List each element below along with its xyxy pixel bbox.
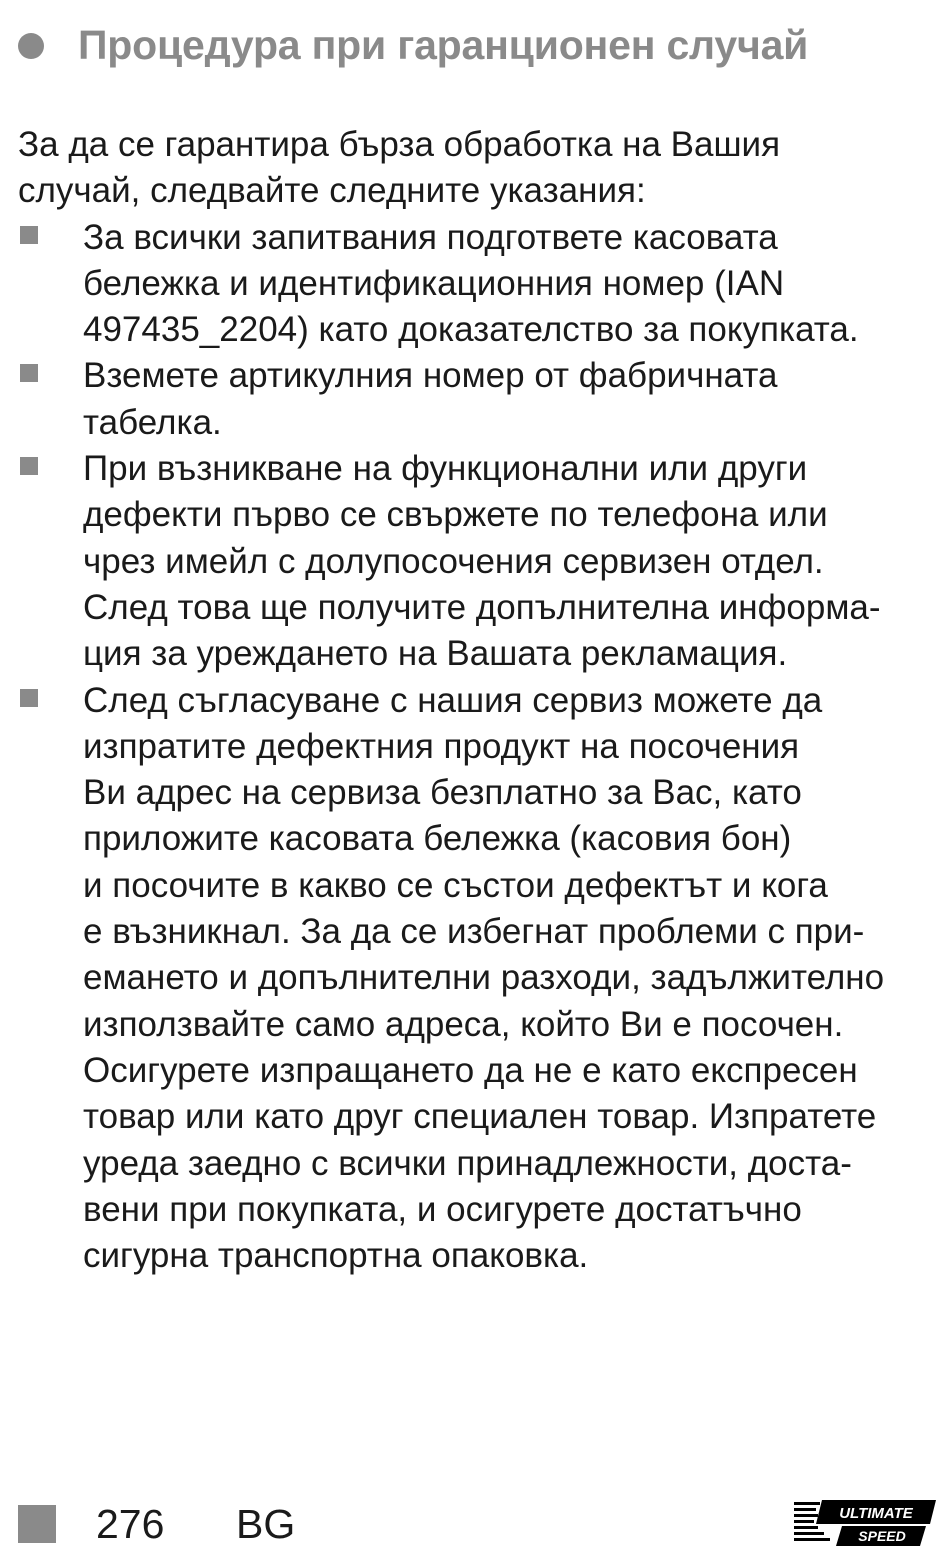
list-item-line: товар или като друг специален товар. Изпратете — [83, 1097, 877, 1137]
list-item-line: бележка и идентификационния номер (IAN — [83, 263, 785, 303]
instruction-list — [18, 215, 938, 1280]
list-item-line: След това ще получите допълнителна информа- — [83, 587, 881, 627]
list-item-line: дефекти първо се свържете по телефона или — [83, 495, 828, 535]
language-code: BG — [236, 1501, 296, 1547]
intro-line: За да се гарантира бърза обработка на Вашия — [18, 125, 781, 164]
list-item-line: ция за уреждането на Вашата рекламация. — [83, 634, 788, 674]
logo-text-bottom: SPEED — [858, 1528, 906, 1544]
heading-bullet-dot — [18, 33, 44, 59]
section-title: Процедура при гаранционен случай — [78, 22, 809, 68]
list-item-line: Ви адрес на сервиза безплатно за Вас, като — [83, 773, 802, 813]
page-footer — [18, 1498, 936, 1550]
list-item-line: използвайте само адреса, който Ви е посочен. — [83, 1004, 844, 1044]
list-item-line: Осигурете изпращането да не е като експресен — [83, 1050, 858, 1090]
list-item-line: Вземете артикулния номер от фабричната — [83, 356, 778, 396]
list-item-line: 497435_2204) като доказателство за покупката. — [83, 310, 859, 350]
list-item-line: сигурна транспортна опаковка. — [83, 1236, 589, 1276]
intro-paragraph — [18, 122, 938, 215]
logo-text-top: ULTIMATE — [839, 1505, 913, 1522]
footer-square-marker — [18, 1505, 56, 1543]
intro-line: случай, следвайте следните указания: — [18, 171, 646, 211]
list-item-line: емането и допълнителни разходи, задължително — [83, 958, 885, 998]
list-item-line: табелка. — [83, 402, 222, 442]
page-content — [18, 122, 938, 1279]
list-item — [18, 353, 938, 446]
list-item-line: и посочите в какво се състои дефектът и кога — [83, 865, 828, 905]
ultimate-speed-logo — [794, 1500, 936, 1546]
list-item-line: изпратите дефектния продукт на посочения — [83, 726, 800, 766]
list-item-line: чрез имейл с долупосочения сервизен отдел. — [83, 541, 824, 581]
square-bullet-icon — [20, 364, 38, 382]
list-item-line: уреда заедно с всички принадлежности, доста- — [83, 1143, 852, 1183]
list-item-line: е възникнал. За да се избегнат проблеми с при- — [83, 912, 865, 952]
list-item — [18, 678, 938, 1280]
list-item-line: При възникване на функционални или други — [83, 449, 808, 489]
page-number: 276 — [96, 1501, 165, 1547]
section-heading — [18, 22, 938, 69]
list-item — [18, 446, 938, 677]
list-item-line: За всички запитвания подгответе касовата — [83, 217, 778, 257]
list-item-line: приложите касовата бележка (касовия бон) — [83, 819, 792, 859]
list-item-line: След съгласуване с нашия сервиз можете да — [83, 680, 823, 720]
square-bullet-icon — [20, 689, 38, 707]
list-item — [18, 215, 938, 354]
square-bullet-icon — [20, 226, 38, 244]
square-bullet-icon — [20, 457, 38, 475]
list-item-line: вени при покупката, и осигурете достатъчно — [83, 1189, 802, 1229]
